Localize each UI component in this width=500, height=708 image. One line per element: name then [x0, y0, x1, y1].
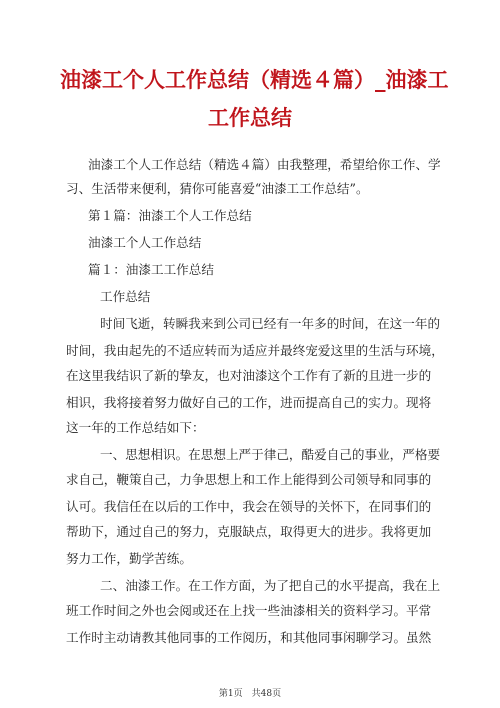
body-line: 努力工作，勤学苦练。: [66, 551, 192, 566]
body-line: 习、生活带来便利，猜你可能喜爱“油漆工工作总结”。: [66, 181, 369, 196]
document-title-line-2: 工作总结: [208, 105, 292, 130]
body-line: 班工作时间之外也会阅或还在上找一些油漆相关的资料学习。平常: [66, 603, 432, 618]
body-line: 油漆工个人工作总结: [88, 235, 202, 250]
body-line: 一、思想相识。在思想上严于律己，酷爱自己的事业，严格要: [100, 447, 441, 462]
body-line: 油漆工个人工作总结（精选４篇）由我整理，希望给你工作、学: [88, 157, 441, 172]
body-line: 认可。我信任在以后的工作中，我会在领导的关怀下，在同事们的: [66, 499, 432, 514]
body-line: 篇１：油漆工工作总结: [88, 262, 214, 277]
body-line: 相识，我将接着努力做好自己的工作，进而提高自己的实力。现将: [66, 395, 432, 410]
body-line: 工作时主动请教其他同事的工作阅历，和其他同事闲聊学习。虽然: [66, 630, 432, 645]
body-line: 这一年的工作总结如下：: [66, 420, 205, 435]
body-line: 时间，我由起先的不适应转而为适应并最终宠爱这里的生活与环境，: [66, 343, 444, 358]
body-line: 在这里我结识了新的挚友，也对油漆这个工作有了新的且进一步的: [66, 368, 432, 383]
body-line: 二、油漆工作。在工作方面，为了把自己的水平提高，我在上: [100, 578, 441, 593]
section-heading: 第１篇：油漆工个人工作总结: [88, 208, 252, 223]
body-line: 帮助下，通过自己的努力，克服缺点，取得更大的进步。我将更加: [66, 524, 432, 539]
document-title-line-1: 油漆工个人工作总结（精选４篇）_油漆工: [60, 67, 449, 92]
body-line: 工作总结: [100, 289, 151, 304]
body-line: 时间飞逝，转瞬我来到公司已经有一年多的时间，在这一年的: [100, 316, 441, 331]
body-line: 求自己，鞭策自己，力争思想上和工作上能得到公司领导和同事的: [66, 472, 432, 487]
page-number-footer: 第1页 共48页: [218, 689, 282, 699]
